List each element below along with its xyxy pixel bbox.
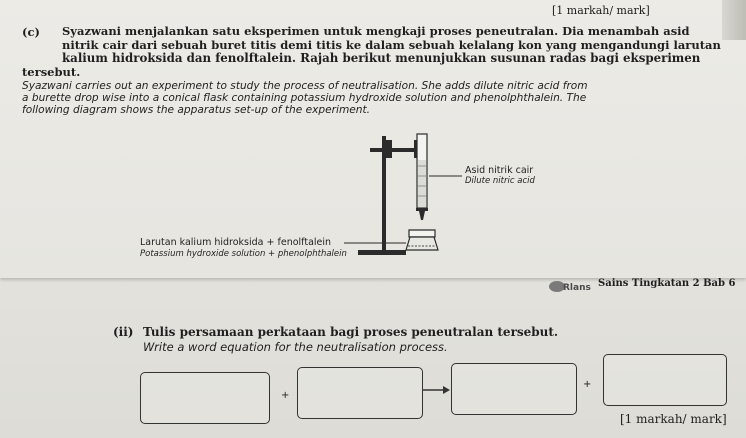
flask-label-malay: Larutan kalium hidroksida + fenolftalein xyxy=(140,237,332,248)
acid-label-malay: Asid nitrik cair xyxy=(465,165,534,176)
retort-stand-base xyxy=(358,250,406,255)
question-c-english-line-2: a burette drop wise into a conical flask containing potassium hydroxide solution and phenolphthalein. The xyxy=(22,92,587,104)
answer-box-product-1[interactable] xyxy=(451,363,577,415)
question-c-english-line-1: Syazwani carries out an experiment to study the process of neutralisation. She adds dilute nitric acid from xyxy=(22,80,588,92)
question-ii-english: Write a word equation for the neutralisation process. xyxy=(143,340,448,354)
question-ii-malay: Tulis persamaan perkataan bagi proses peneutralan tersebut. xyxy=(143,325,559,339)
question-c-malay-line-3: kalium hidroksida dan fenolftalein. Rajah berikut menunjukkan susunan radas bagi eksperimen xyxy=(62,51,701,65)
question-c-label: (c) xyxy=(22,25,40,39)
arrow-icon xyxy=(423,384,451,396)
question-c-english-line-3: following diagram shows the apparatus set-up of the experiment. xyxy=(22,104,371,116)
answer-box-product-2[interactable] xyxy=(603,354,727,406)
question-c-malay-line-4: tersebut. xyxy=(22,64,81,79)
answer-box-reactant-1[interactable] xyxy=(140,372,270,424)
mark-allocation-c: [1 markah/ mark] xyxy=(552,4,650,17)
flask-label-english: Potassium hydroxide solution + phenolphthalein xyxy=(140,249,347,259)
question-c-malay-line-1: Syazwani menjalankan satu eksperimen untuk mengkaji proses peneutralan. Dia menambah asid xyxy=(62,24,690,38)
plus-sign-1: + xyxy=(281,390,290,401)
conical-flask xyxy=(406,237,438,250)
acid-label-english: Dilute nitric acid xyxy=(465,176,535,186)
question-c-malay-line-2: nitrik cair dari sebuah buret titis demi titis ke dalam sebuah kelalang kon yang mengandungi larutan xyxy=(62,37,721,52)
retort-stand-rod xyxy=(382,136,386,252)
question-ii-label: (ii) xyxy=(113,325,134,339)
mark-allocation-ii: [1 markah/ mark] xyxy=(620,412,727,426)
answer-box-reactant-2[interactable] xyxy=(297,367,423,419)
burette-tap xyxy=(416,208,428,211)
footer-book-title: Sains Tingkatan 2 Bab 6 xyxy=(598,278,736,289)
apparatus-diagram xyxy=(330,126,650,271)
page-fold xyxy=(722,0,746,40)
publisher-logo xyxy=(548,278,594,291)
svg-text:Rlans: Rlans xyxy=(563,283,591,293)
plus-sign-2: + xyxy=(583,379,592,390)
